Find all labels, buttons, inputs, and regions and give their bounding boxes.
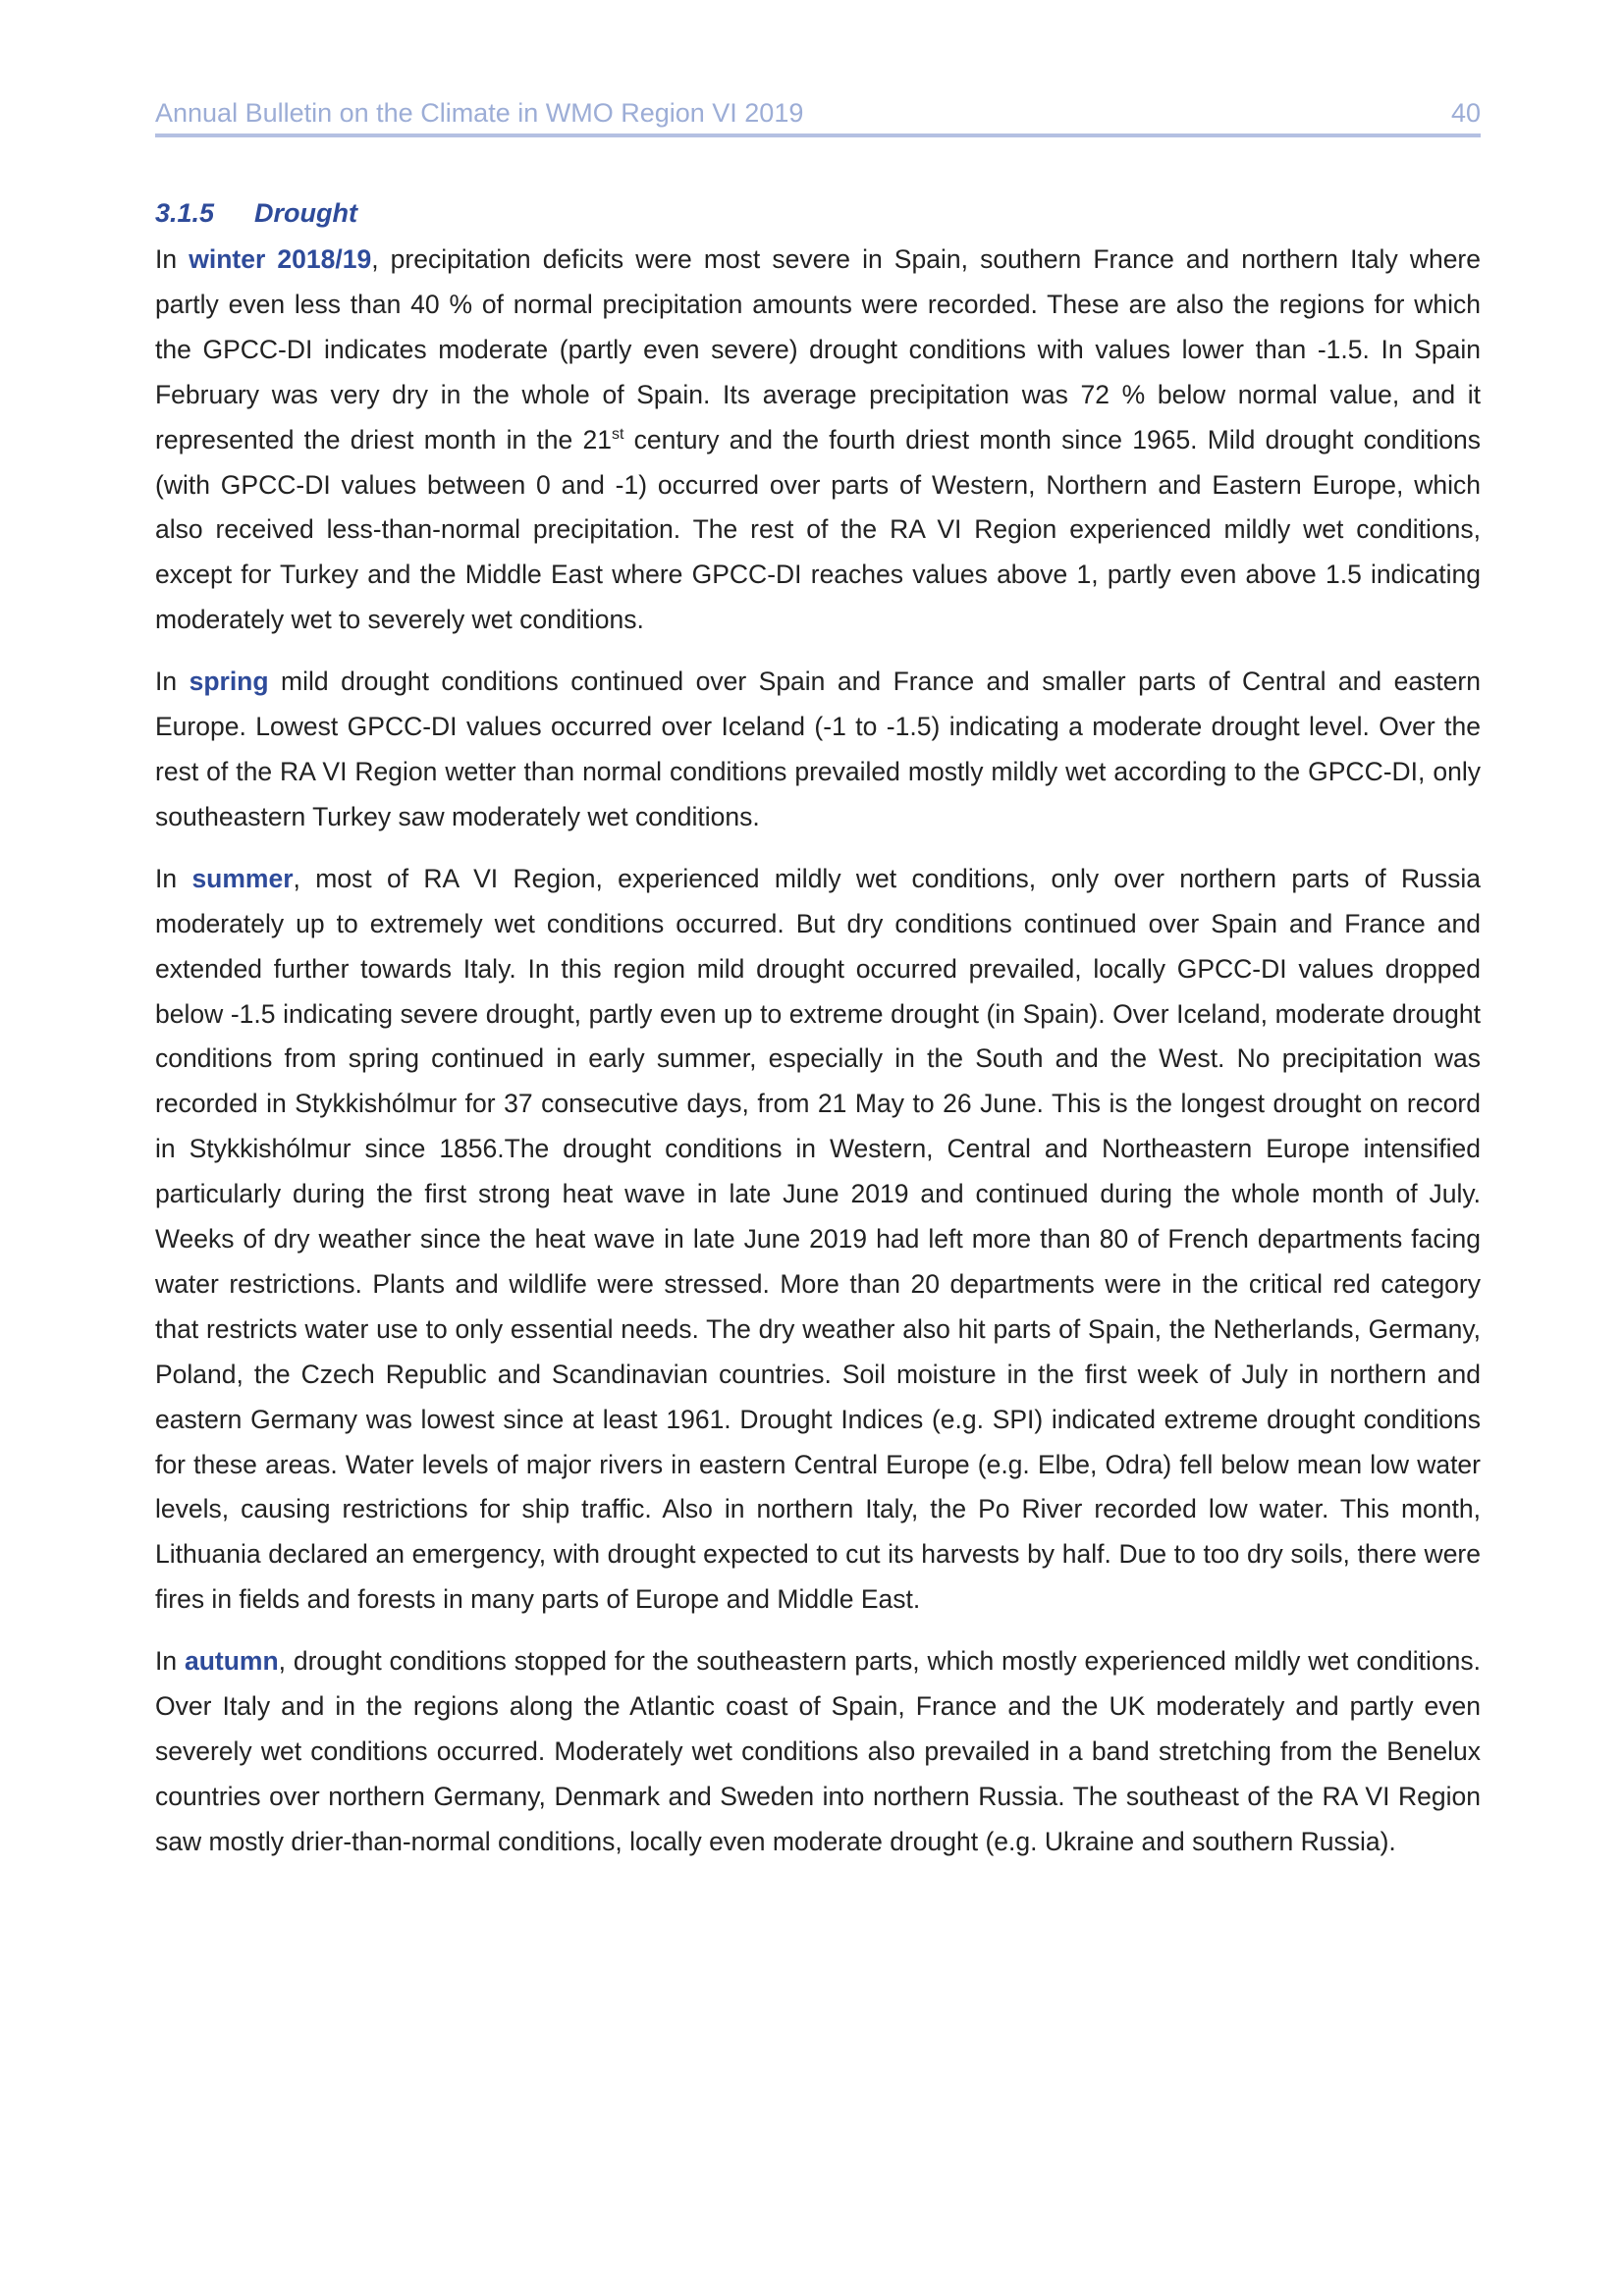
paragraph-winter: [155, 238, 1481, 643]
paragraph-text: , drought conditions stopped for the southeastern parts, which mostly experienced mildly wet conditions. Over Italy and in the regions along the Atlantic coast of Spain, France and the UK moderately and partly even severely wet conditions occurred. Moderately wet conditions also prevailed in a band stretching from the Benelux countries over northern Germany, Denmark and Sweden into northern Russia. The southeast of the RA VI Region saw mostly drier-than-normal conditions, locally even moderate drought (e.g. Ukraine and southern Russia).: [155, 1646, 1482, 1856]
paragraph-text-continued: century and the fourth driest month since 1965. Mild drought conditions (with GPCC-DI values between 0 and -1) occurred over parts of Western, Northern and Eastern Europe, which also received less-than-normal precipitation. The rest of the RA VI Region experienced mildly wet conditions, except for Turkey and the Middle East where GPCC-DI reaches values above 1, partly even above 1.5 indicating moderately wet to severely wet conditions.: [155, 424, 1481, 635]
paragraph-text: mild drought conditions continued over Spain and France and smaller parts of Central and eastern Europe. Lowest GPCC-DI values occurred over Iceland (-1 to -1.5) indicating a moderate drought level. Over the rest of the RA VI Region wetter than normal conditions prevailed mostly mildly wet according to the GPCC-DI, only southeastern Turkey saw moderately wet conditions.: [155, 667, 1481, 831]
section-title: Drought: [254, 198, 357, 228]
paragraph-lead: In: [155, 1646, 185, 1677]
section-heading: [155, 196, 1481, 230]
paragraph-lead: In: [155, 863, 192, 893]
season-label-autumn: autumn: [184, 1646, 279, 1677]
season-label-summer: summer: [191, 863, 294, 893]
paragraph-autumn: [155, 1639, 1481, 1865]
paragraph-lead: In: [155, 244, 189, 274]
paragraph-lead: In: [155, 667, 189, 697]
paragraph-text: , precipitation deficits were most severe in Spain, southern France and northern Italy where partly even less than 40 % of normal precipitation amounts were recorded. These are also the regions for which the GPCC-DI indicates moderate (partly even severe) drought conditions with values lower than -1.5. In Spain February was very dry in the whole of Spain. Its average precipitation was 72 % below normal value, and it represented the driest month in the 21: [155, 244, 1481, 454]
page-body: [155, 196, 1481, 1882]
season-label-winter: winter 2018/19: [189, 244, 372, 274]
superscript-ordinal: st: [611, 425, 624, 443]
section-number: 3.1.5: [155, 198, 215, 228]
header-title: Annual Bulletin on the Climate in WMO Region VI 2019: [155, 98, 804, 128]
page-header: [155, 94, 1481, 137]
page-number: 40: [1450, 98, 1481, 128]
paragraph-spring: [155, 660, 1481, 840]
paragraph-text: , most of RA VI Region, experienced mildly wet conditions, only over northern parts of Russia moderately up to extremely wet conditions occurred. But dry conditions continued over Spain and France and extended further towards Italy. In this region mild drought occurred prevailed, locally GPCC-DI values dropped below -1.5 indicating severe drought, partly even up to extreme drought (in Spain). Over Iceland, moderate drought conditions from spring continued in early summer, especially in the South and the West. No precipitation was recorded in Stykkishólmur for 37 consecutive days, from 21 May to 26 June. This is the longest drought on record in Stykkishólmur since 1856.The drought conditions in Western, Central and Northeastern Europe intensified particularly during the first strong heat wave in late June 2019 and continued during the whole month of July. Weeks of dry weather since the heat wave in late June 2019 had left more than 80 of French departments facing water restrictions. Plants and wildlife were stressed. More than 20 departments were in the critical red category that restricts water use to only essential needs. The dry weather also hit parts of Spain, the Netherlands, Germany, Poland, the Czech Republic and Scandinavian countries. Soil moisture in the first week of July in northern and eastern Germany was lowest since at least 1961. Drought Indices (e.g. SPI) indicated extreme drought conditions for these areas. Water levels of major rivers in eastern Central Europe (e.g. Elbe, Odra) fell below mean low water levels, causing restrictions for ship traffic. Also in northern Italy, the Po River recorded low water. This month, Lithuania declared an emergency, with drought expected to cut its harvests by half. Due to too dry soils, there were fires in fields and forests in many parts of Europe and Middle East.: [155, 863, 1482, 1615]
season-label-spring: spring: [189, 667, 269, 697]
paragraph-summer: [155, 857, 1481, 1623]
